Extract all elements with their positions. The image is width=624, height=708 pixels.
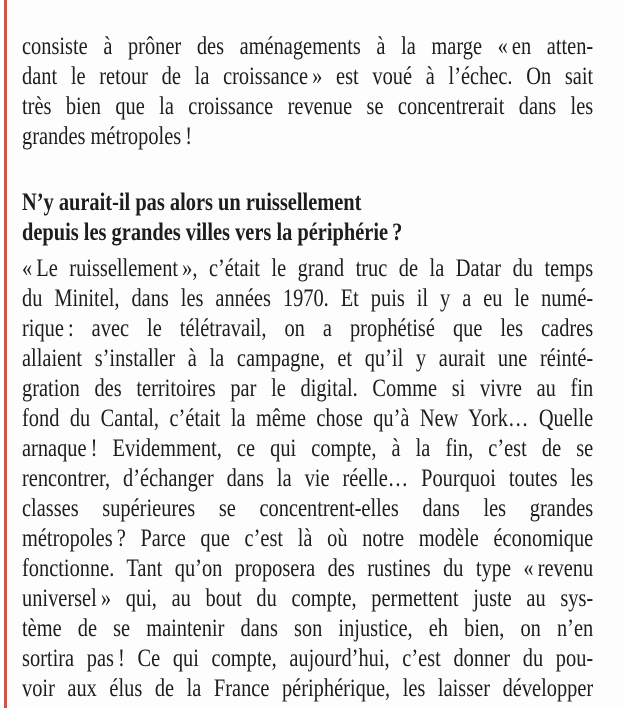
body-text-line: dant le retour de la croissance » est voué à l’échec. On sait — [22, 63, 594, 90]
body-text-line: grandes métropoles ! — [22, 123, 193, 150]
body-text-line: classes supérieures se concentrent-elles dans les grandes — [22, 495, 594, 522]
body-text-line: fond du Cantal, c’était la même chose qu’à New York… Quelle — [22, 405, 594, 432]
body-text-line: rique : avec le télétravail, on a prophétisé que les cadres — [22, 315, 594, 342]
body-text-line: du Minitel, dans les années 1970. Et puis il y a eu le numé- — [22, 285, 594, 312]
body-text-line: gration des territoires par le digital. Comme si vivre au fin — [22, 375, 594, 402]
body-text-line: métropoles ? Parce que c’est là où notre modèle économique — [22, 525, 594, 552]
body-text-line: universel » qui, au bout du compte, permettent juste au sys- — [22, 585, 594, 612]
article-text-column — [22, 32, 593, 704]
body-text-line: très bien que la croissance revenue se concentrerait dans les — [22, 93, 594, 120]
heading-line: depuis les grandes villes vers la périphérie ? — [22, 219, 403, 246]
body-text-line: tème de se maintenir dans son injustice, eh bien, on n’en — [22, 615, 594, 642]
answer-paragraph — [22, 254, 593, 704]
left-accent-rule — [4, 0, 7, 708]
body-text-line: sortira pas ! Ce qui compte, aujourd’hui, c’est donner du pou- — [22, 645, 594, 672]
body-text-line: arnaque ! Evidemment, ce qui compte, à la fin, c’est de se — [22, 435, 594, 462]
body-text-line: voir aux élus de la France périphérique, les laisser développer — [22, 675, 594, 702]
interview-question-heading — [22, 188, 593, 248]
body-text-line: « Le ruissellement », c’était le grand truc de la Datar du temps — [22, 255, 594, 282]
body-text-line: allaient s’installer à la campagne, et qu’il y aurait une réinté- — [22, 345, 594, 372]
body-text-line: fonctionne. Tant qu’on proposera des rustines du type « revenu — [22, 555, 594, 582]
intro-paragraph — [22, 32, 593, 152]
heading-line: N’y aurait-il pas alors un ruissellement — [22, 189, 362, 216]
body-text-line: rencontrer, d’échanger dans la vie réelle… Pourquoi toutes les — [22, 465, 594, 492]
body-text-line: consiste à prôner des aménagements à la marge « en atten- — [22, 33, 594, 60]
